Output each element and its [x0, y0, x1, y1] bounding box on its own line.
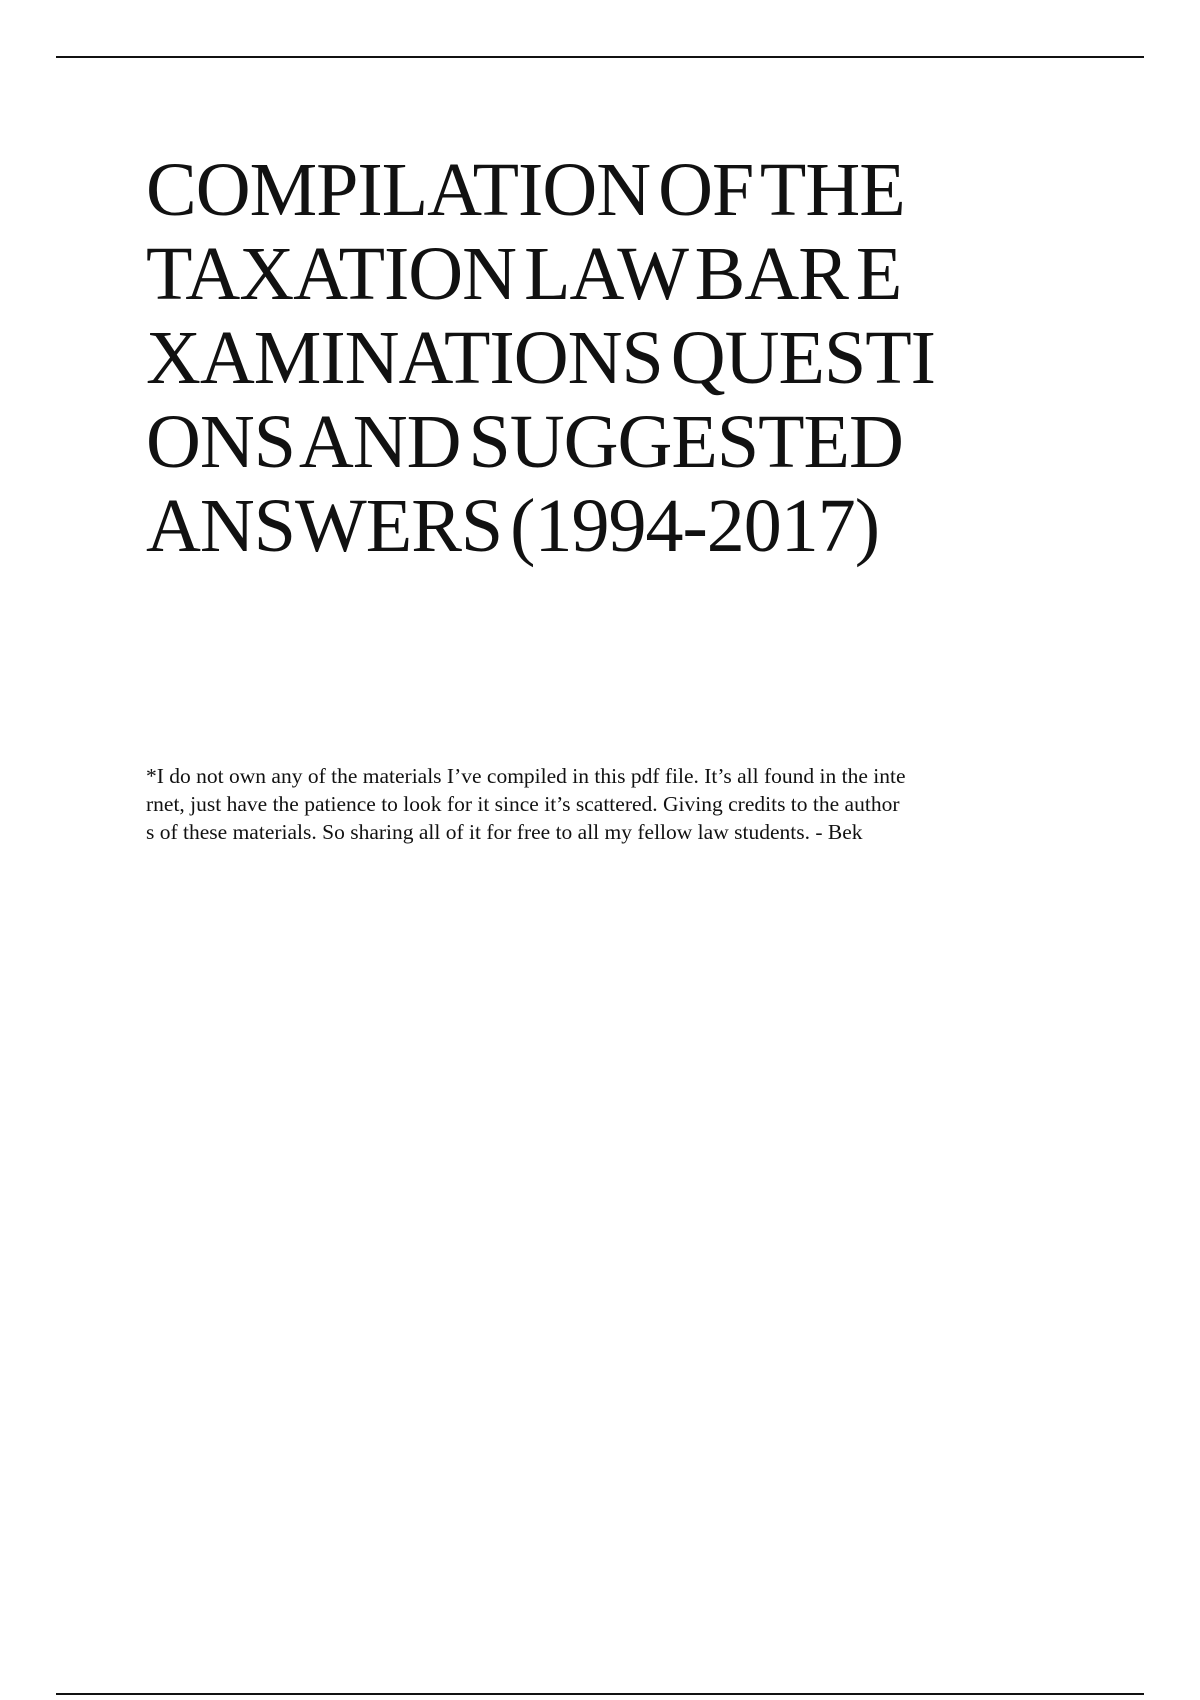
- footer-rule: [56, 1693, 1144, 1695]
- title-line-3: XAMINATIONS QUESTI: [146, 316, 935, 400]
- header-rule: [56, 56, 1144, 58]
- disclaimer-line-3: s of these materials. So sharing all of it for free to all my fellow law students. - Bek: [146, 820, 863, 844]
- title-line-1: COMPILATION OF THE: [146, 148, 905, 232]
- title-line-2: TAXATION LAW BAR E: [146, 232, 902, 316]
- document-title: [146, 148, 935, 568]
- disclaimer-line-2: rnet, just have the patience to look for it since it’s scattered. Giving credits to the author: [146, 792, 900, 816]
- disclaimer-note: [146, 762, 1146, 846]
- disclaimer-line-1: *I do not own any of the materials I’ve compiled in this pdf file. It’s all found in the inte: [146, 764, 906, 788]
- title-line-5: ANSWERS (1994-2017): [146, 484, 880, 568]
- title-line-4: ONS AND SUGGESTED: [146, 400, 903, 484]
